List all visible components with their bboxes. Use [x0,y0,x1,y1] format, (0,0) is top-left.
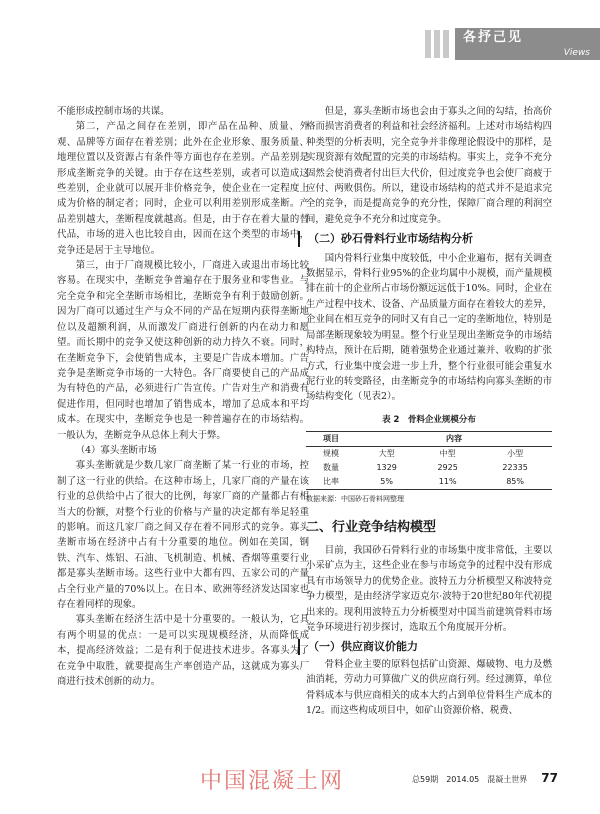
table-cell: 22335 [502,463,528,473]
paragraph: 寡头垄断在经济生活中是十分重要的。一般认为，它具有两个明显的优点：一是可以实现规模经济，从而降低成本，提高经济效益；二是有利于促进技术进步。各寡头为了在竞争中取胜，就要提高生产率创造产品，这就成为寡头厂商进行技术创新的动力。 [57,614,309,688]
table-caption: 表 2 骨料企业规模分布 [382,414,476,425]
paragraph: 骨料企业主要的原料包括矿山资源、爆破物、电力及燃油消耗，劳动力可算做广义的供应商行列。经过测算，单位骨料成本与供应商相关的成本大约占到单位骨料生产成本的1/2。而这些构成项目中，如矿山资源价格、税费、 [306,658,552,716]
table-block [306,413,552,508]
subheading: （4）寡头垄断市场 [75,444,157,456]
watermark: 中国混凝土网 [200,769,345,794]
header-stripes [425,30,449,58]
table-cell: 11% [438,477,457,487]
issue-number: 总59期 [412,775,439,784]
section-title: 各抒己见 [463,30,524,45]
table-cell: 大型 [378,449,395,459]
table-cell: 中型 [439,449,456,459]
paragraph: 国内骨料行业集中度较低，中小企业遍布，据有关调查数据显示，骨料行业95%的企业均属中小规模，而产量规模排在前十的企业所占市场份额远远低于10%。同时，企业在生产过程中技术、设备、产品质量方面存在着较大的差异，企业间在相互竞争的同时又有自己一定的垄断地位，特别是局部垄断现象较为明显。整个行业呈现出垄断竞争的市场结构特点，预计在后期，随着强势企业通过兼并、收购的扩张方式，行业集中度会进一步上升，整个行业很可能会重复水泥行业的转变路径，由垄断竞争的市场结构向寡头垄断的市场结构变化（见表2）。 [306,252,552,403]
table-header-cell: 项目 [323,434,340,444]
table-header-cell: 内容 [446,434,463,444]
table-source-note: 数据来源：中国砂石骨料网整理 [306,495,404,504]
table-cell: 比率 [323,477,340,487]
section-subtitle: Views [563,48,590,58]
table-cell: 1329 [376,463,397,473]
table-cell: 小型 [507,449,524,459]
journal-name: 混凝土世界 [487,775,528,784]
page-footer [412,771,558,785]
chapter-heading: 二、行业竞争结构模型 [306,519,437,535]
table-row [306,461,552,475]
table-header-row [306,432,552,447]
right-column [306,104,552,718]
left-column [57,104,309,689]
table-cell: 数量 [323,463,340,473]
data-table [306,431,552,490]
section-heading: （二）砂石骨料行业市场结构分析 [298,231,552,246]
page-number: 77 [541,771,558,785]
paragraph: 第二，产品之间存在差别，即产品在品种、质量、外观、品牌等方面存在着差别；此外在企业形象、服务质量、地理位置以及资源占有条件等方面也存在差别。产品差别是形成垄断竞争的关键。由于存在这些差别，或者可以造成这些差别，企业就可以展开非价格竞争，使企业在一定程度上成为价格的制定者；同时，企业可以利用差别形成垄断。产品差别越大，垄断程度就越高。但是，由于存在着大量的替代品，市场的进入也比较自由，因而在这个类型的市场中，竞争还是居于主导地位。 [57,121,309,256]
table-row [306,447,552,462]
paragraph: 但是，寡头垄断市场也会由于寡头之间的勾结，抬高价格而损害消费者的利益和社会经济福利。上述对市场结构四种类型的分析表明，完全竞争并非像理论假设中的那样，是实现资源有效配置的完美的市场结构。事实上，竞争不充分固然会使消费者付出巨大代价，但过度竞争也会使厂商疲于应付、两败俱伤。所以，建设市场结构的范式并不是追求完全的竞争，而是提高竞争的充分性，保障厂商合理的利润空间，避免竞争不充分和过度竞争。 [306,106,552,225]
table-cell: 规模 [323,449,340,459]
paragraph: 寡头垄断就是少数几家厂商垄断了某一行业的市场，控制了这一行业的供给。在这种市场上，几家厂商的产量在该行业的总供给中占了很大的比例，每家厂商的产量都占有相当大的份额，对整个行业的价格与产量的决定都有举足轻重的影响。而这几家厂商之间又存在着不同形式的竞争。寡头垄断市场在经济中占有十分重要的地位。例如在美国，钢铁、汽车、炼铝、石油、飞机制造、机械、香烟等重要行业都是寡头垄断市场。这些行业中大都有四、五家公司的产量占全行业产量的70%以上。在日本、欧洲等经济发达国家也存在着同样的现象。 [57,460,309,610]
table-cell: 2925 [437,463,458,473]
paragraph: 不能形成控制市场的共谋。 [57,106,170,117]
issue-date: 2014.05 [446,775,480,784]
section-heading: （一）供应商议价能力 [298,639,552,654]
table-cell: 5% [380,477,393,487]
paragraph: 目前，我国砂石骨料行业的市场集中度非常低，主要以小采矿点为主，这些企业在参与市场竞争的过程中没有形成具有市场领导力的优势企业。波特五力分析模型又称波特竞争力模型，是由经济学家迈克尔·波特于20世纪80年代初提出来的。现利用波特五力分析模型对中国当前建筑骨料市场竞争环境进行初步探讨，选取五个角度展开分析。 [306,544,552,633]
section-header [425,26,600,62]
table-cell: 85% [506,477,524,487]
paragraph: 第三，由于厂商规模比较小，厂商进入或退出市场比较容易。在现实中，垄断竞争普遍存在于服务业和零售业。与完全竞争和完全垄断市场相比，垄断竞争有利于鼓励创新。因为厂商可以通过生产与众不同的产品在短期内获得垄断地位以及超额利润，从而激发厂商进行创新的内在动力和愿望。而长期中的竞争又使这种创新的动力持久不衰。同时，在垄断竞争下，会使销售成本，主要是广告成本增加。广告竞争是垄断竞争市场的一大特色。各厂商要使自己的产品成为有特色的产品，必须进行广告宣传。广告对生产和消费有促进作用，但同时也增加了销售成本，增加了总成本和平均成本。在现实中，垄断竞争也是一种普遍存在的市场结构。一般认为，垄断竞争从总体上利大于弊。 [57,260,309,441]
section-label [455,28,600,60]
table-row [306,475,552,490]
